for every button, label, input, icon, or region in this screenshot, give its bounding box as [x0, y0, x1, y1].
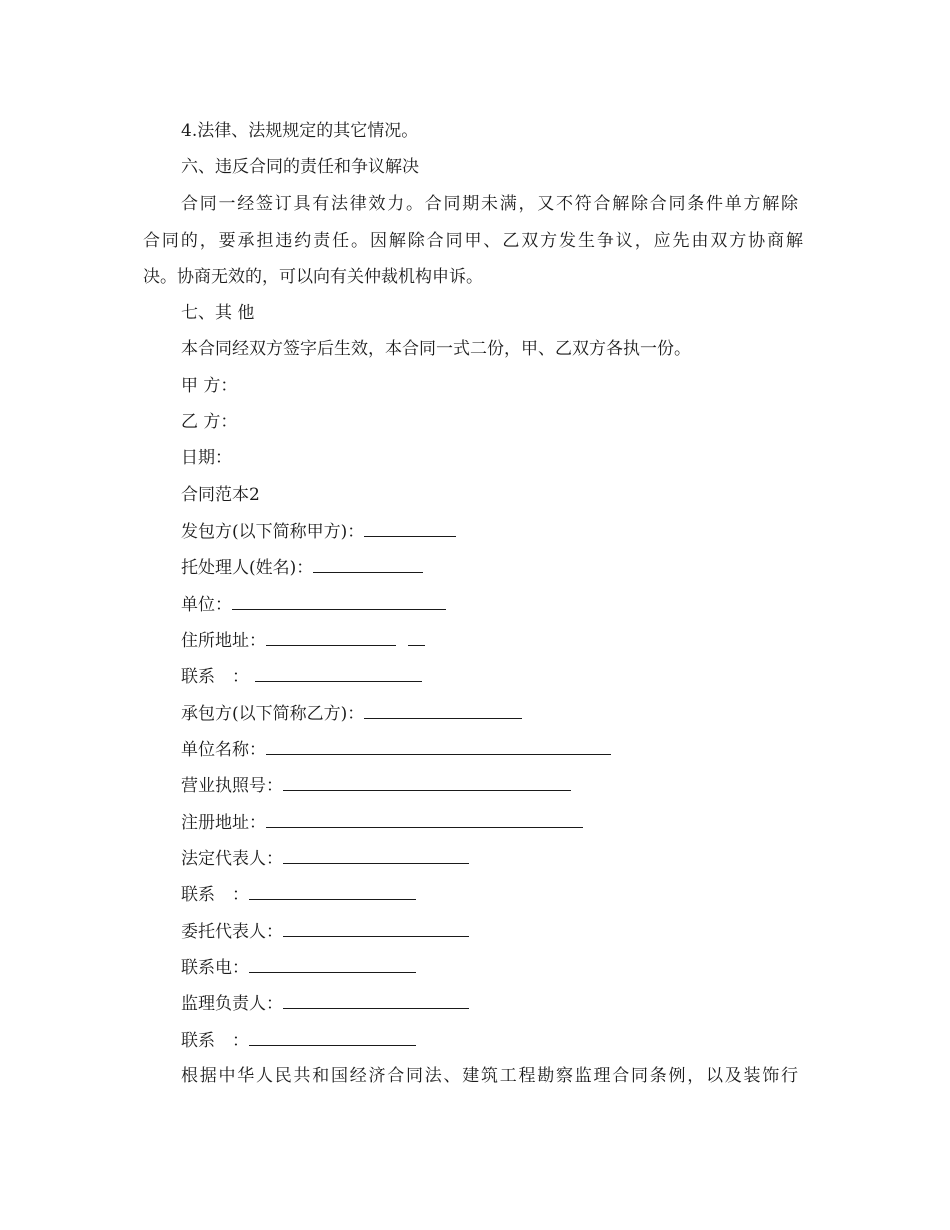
section-7-heading: 七、其 他 [181, 303, 255, 323]
unit-label: 单位： [181, 595, 232, 615]
sample-2-title: 合同范本2 [181, 485, 260, 505]
agent-field [181, 557, 423, 578]
contact-2-label: 联系 ： [181, 885, 249, 905]
agent-blank [313, 557, 423, 573]
entrusted-rep-label: 委托代表人： [181, 922, 283, 942]
contractor-field [181, 703, 522, 724]
unit-blank [232, 594, 446, 610]
section-6-paragraph-line-3: 决。协商无效的，可以向有关仲裁机构申诉。 [143, 267, 483, 287]
unit-name-label: 单位名称： [181, 740, 266, 760]
party-a-label: 甲 方： [181, 376, 238, 396]
agent-label: 托处理人(姓名)： [181, 558, 314, 578]
legal-rep-blank [283, 848, 469, 864]
license-label: 营业执照号： [181, 776, 283, 796]
contractor-label: 承包方(以下简称乙方)： [181, 704, 365, 724]
supervisor-field [181, 993, 469, 1014]
date-label: 日期： [181, 448, 232, 468]
reg-address-label: 注册地址： [181, 813, 266, 833]
contact-phone-label: 联系电： [181, 958, 249, 978]
reg-address-blank [266, 812, 583, 828]
supervisor-label: 监理负责人： [181, 994, 283, 1014]
address-blank [266, 630, 396, 646]
unit-name-field [181, 739, 611, 760]
section-6-heading: 六、违反合同的责任和争议解决 [181, 157, 419, 177]
unit-name-blank [266, 739, 611, 755]
section-6-paragraph-line-1: 合同一经签订具有法律效力。合同期未满，又不符合解除合同条件单方解除 [181, 194, 798, 214]
license-blank [283, 775, 571, 791]
clause-4-line: 4.法律、法规规定的其它情况。 [181, 121, 419, 141]
section-7-paragraph: 本合同经双方签字后生效，本合同一式二份，甲、乙双方各执一份。 [181, 339, 691, 359]
employer-field [181, 521, 456, 542]
contact-phone-field [181, 957, 416, 978]
employer-label: 发包方(以下简称甲方)： [181, 522, 365, 542]
legal-rep-field [181, 848, 469, 869]
entrusted-rep-field [181, 921, 469, 942]
contact-1-blank [255, 666, 422, 682]
section-6-paragraph-line-2: 合同的，要承担违约责任。因解除合同甲、乙双方发生争议，应先由双方协商解 [143, 231, 803, 251]
entrusted-rep-blank [283, 921, 469, 937]
closing-paragraph-line: 根据中华人民共和国经济合同法、建筑工程勘察监理合同条例，以及装饰行 [181, 1066, 798, 1086]
contractor-blank [364, 703, 522, 719]
unit-field [181, 594, 446, 615]
address-label: 住所地址： [181, 631, 266, 651]
contact-3-field [181, 1030, 416, 1051]
contact-phone-blank [249, 957, 416, 973]
contact-1-field [181, 666, 422, 687]
contact-1-label: 联系 ： [181, 667, 249, 687]
employer-blank [364, 521, 456, 537]
contact-2-blank [249, 884, 416, 900]
supervisor-blank [283, 993, 469, 1009]
contact-3-label: 联系 ： [181, 1031, 249, 1051]
legal-rep-label: 法定代表人： [181, 849, 283, 869]
reg-address-field [181, 812, 583, 833]
license-field [181, 775, 571, 796]
party-b-label: 乙 方： [181, 412, 238, 432]
contact-3-blank [249, 1030, 416, 1046]
address-field [181, 630, 425, 651]
contact-2-field [181, 884, 416, 905]
address-blank-2 [408, 630, 425, 646]
